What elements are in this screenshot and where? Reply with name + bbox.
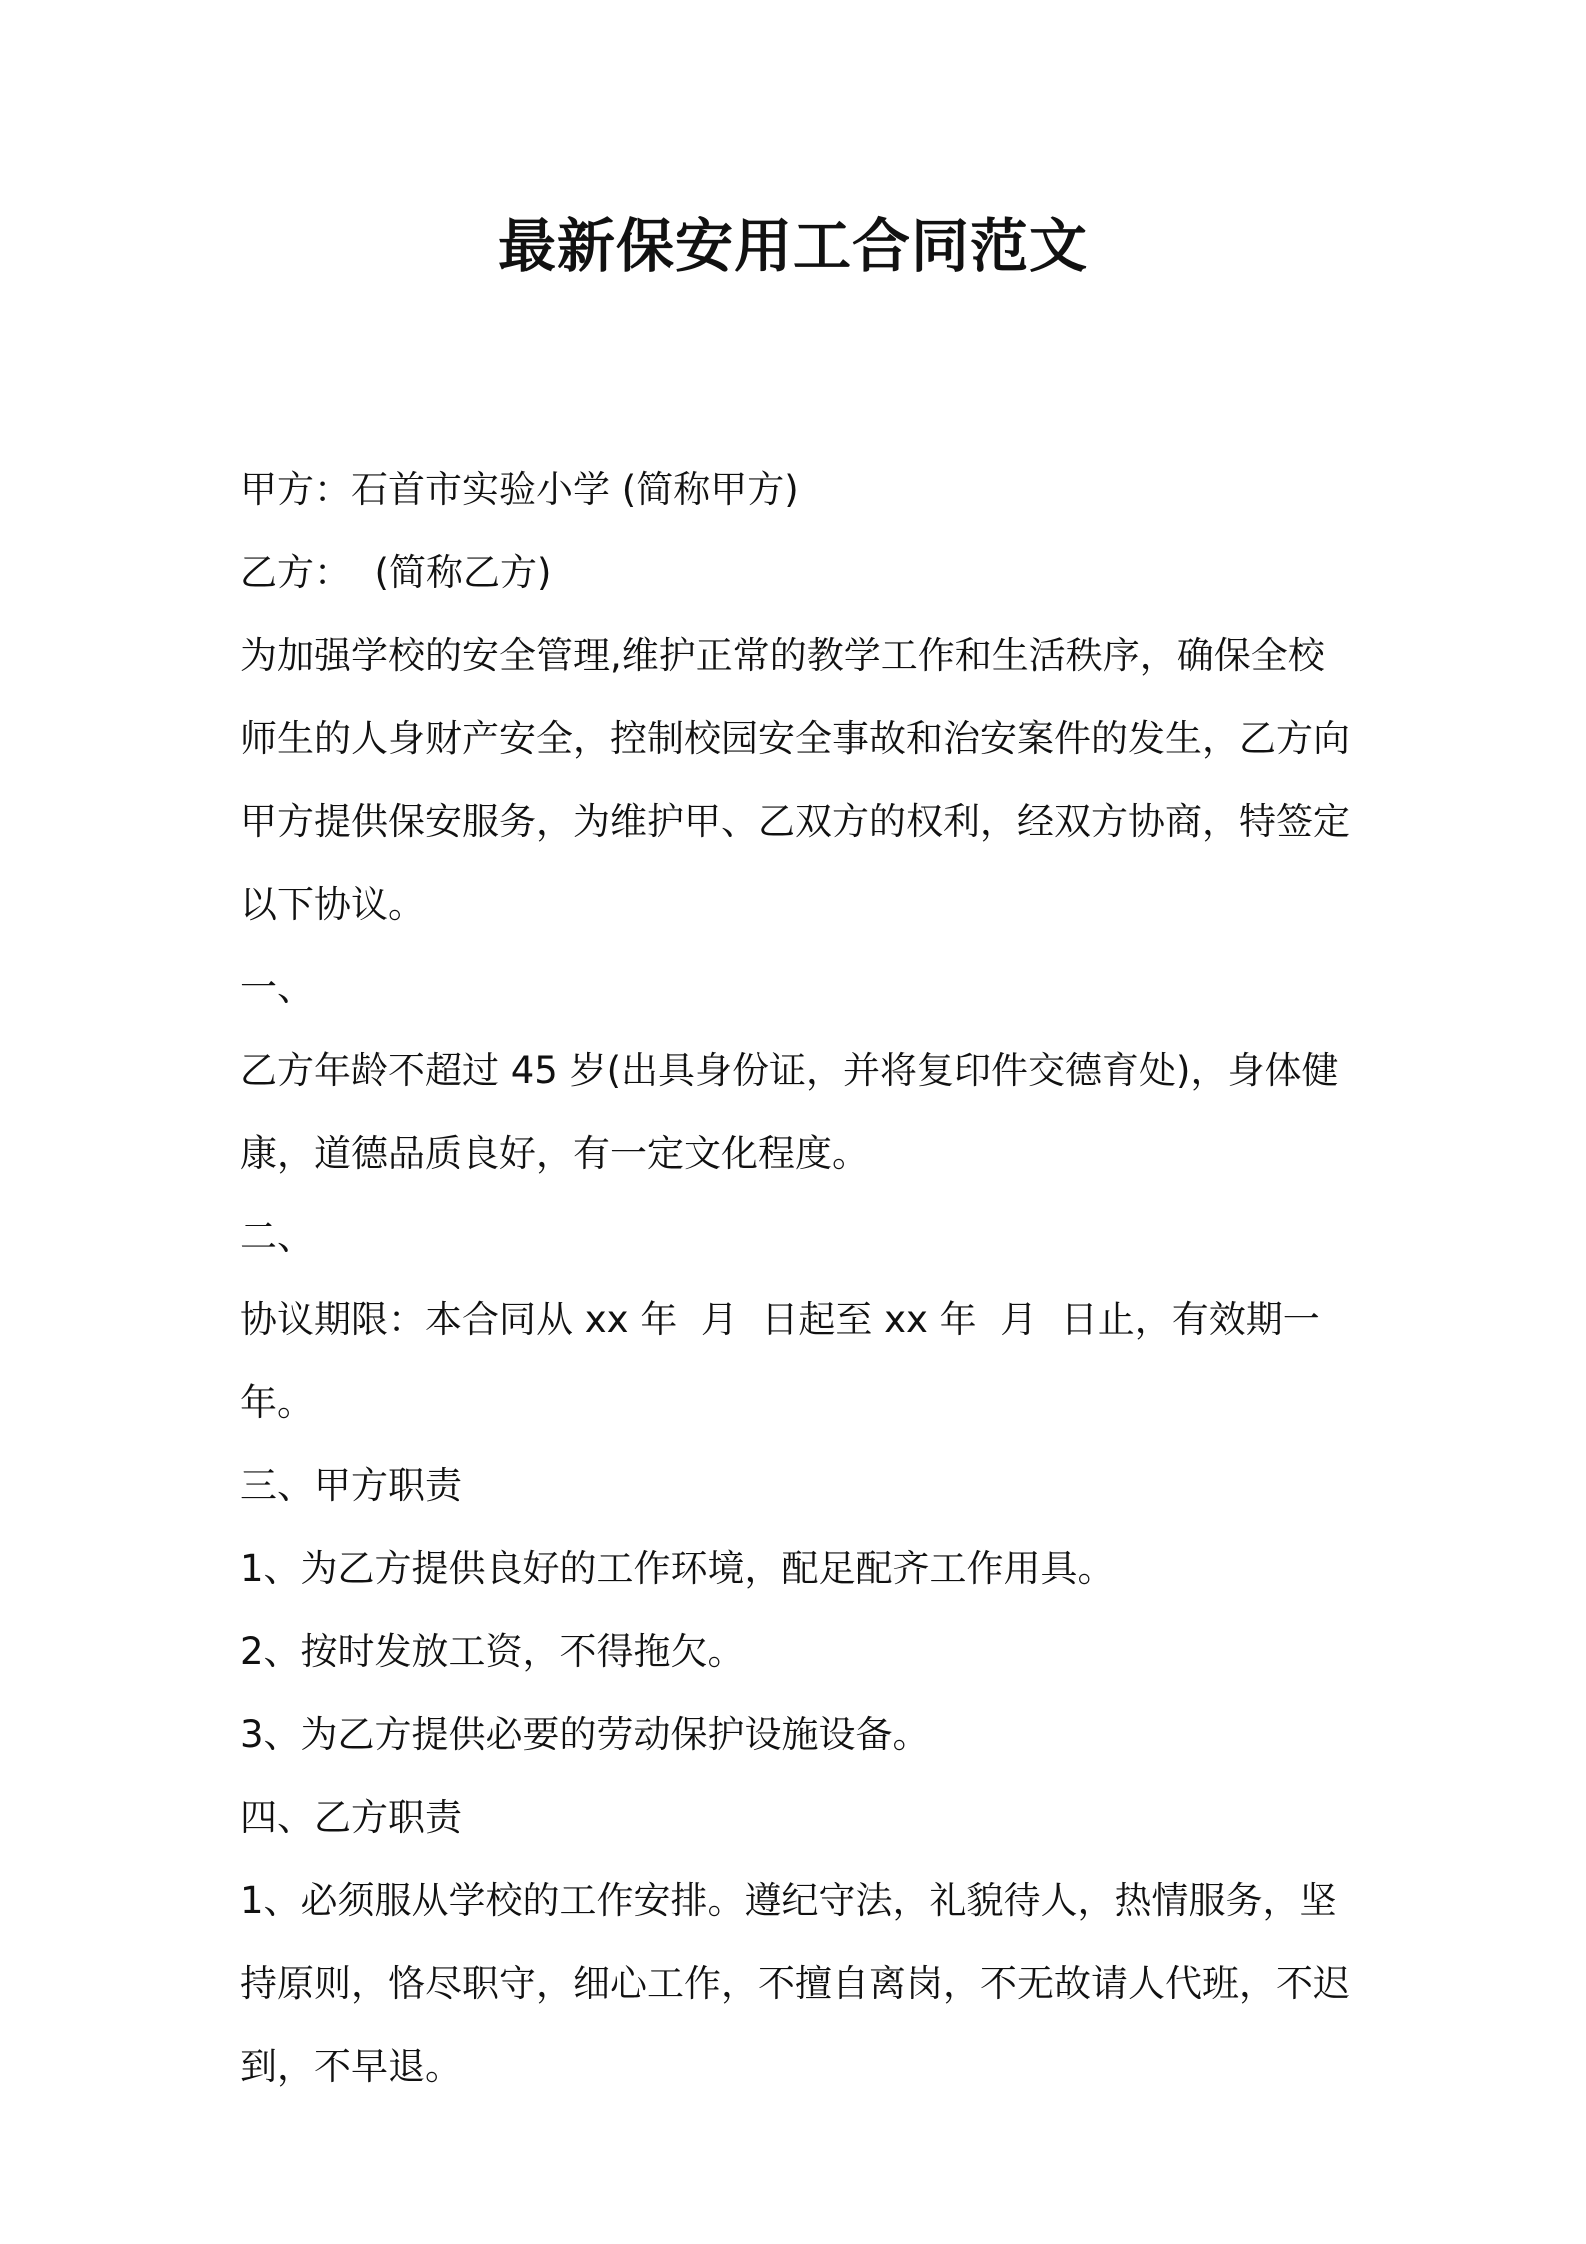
- section-heading-2: 二、: [240, 1215, 314, 1258]
- section-heading-3: 三、甲方职责: [240, 1464, 462, 1507]
- preamble-line-3: 甲方提供保安服务，为维护甲、乙双方的权利，经双方协商，特签定: [240, 800, 1350, 843]
- section-3-item-2: 2、按时发放工资，不得拖欠。: [240, 1630, 745, 1673]
- document-title: 最新保安用工合同范文: [497, 212, 1088, 280]
- section-2-line-1: 协议期限：本合同从 xx 年 月 日起至 xx 年 月 日止，有效期一年。: [240, 1298, 1320, 1424]
- section-heading-4: 四、乙方职责: [240, 1796, 462, 1839]
- section-1-line-2: 康，道德品质良好，有一定文化程度。: [240, 1132, 869, 1175]
- section-4-item-1-line-1: 1、必须服从学校的工作安排。遵纪守法，礼貌待人，热情服务，坚: [240, 1879, 1337, 1922]
- party-b-line: 乙方： (简称乙方): [240, 551, 552, 594]
- preamble-line-2: 师生的人身财产安全，控制校园安全事故和治安案件的发生，乙方向: [240, 717, 1350, 760]
- section-4-item-1-line-3: 到，不早退。: [240, 2045, 462, 2088]
- section-heading-1: 一、: [240, 966, 314, 1009]
- party-a-line: 甲方：石首市实验小学 (简称甲方): [240, 468, 799, 511]
- section-3-item-1: 1、为乙方提供良好的工作环境，配足配齐工作用具。: [240, 1547, 1115, 1590]
- preamble-line-4: 以下协议。: [240, 883, 425, 926]
- section-3-item-3: 3、为乙方提供必要的劳动保护设施设备。: [240, 1713, 930, 1756]
- document-body: [240, 448, 1360, 2108]
- section-4-item-1-line-2: 持原则，恪尽职守，细心工作，不擅自离岗，不无故请人代班，不迟: [240, 1962, 1350, 2005]
- section-1-line-1: 乙方年龄不超过 45 岁(出具身份证，并将复印件交德育处)，身体健: [240, 1049, 1339, 1092]
- preamble-line-1: 为加强学校的安全管理,维护正常的教学工作和生活秩序，确保全校: [240, 634, 1325, 677]
